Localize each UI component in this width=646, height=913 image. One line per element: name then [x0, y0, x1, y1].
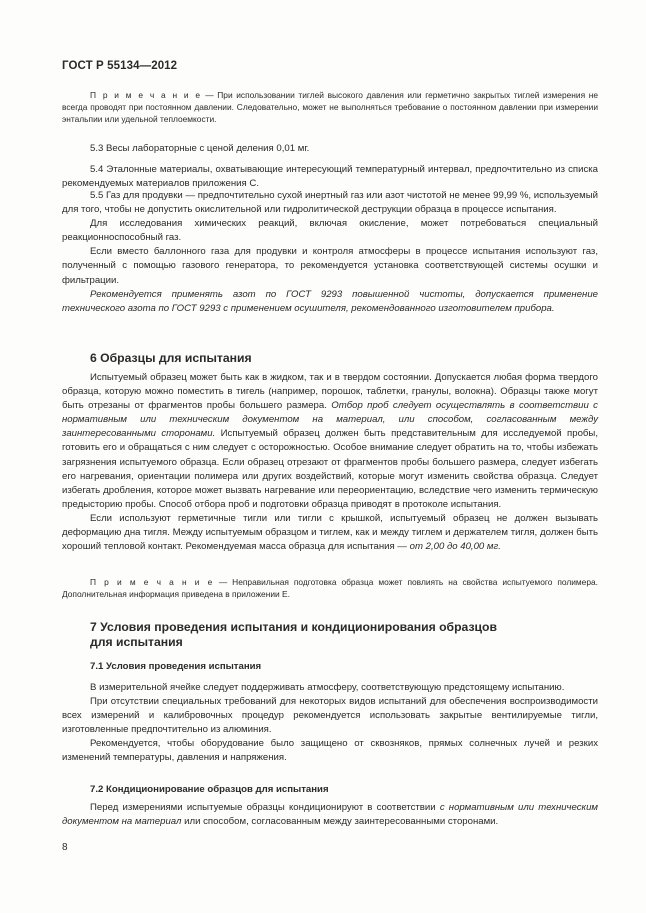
- s6p1-text-italic: Отбор проб следует осуществлять в соответствии с нормативным или техническим документом на материал, или способом, согласованным между заинтересованными сторонами.: [62, 400, 598, 440]
- s72-text-c: или способом, согласованным между заинтересованными сторонами.: [181, 816, 499, 828]
- subsection-7-2-body: [62, 801, 598, 829]
- subsection-7-1-heading: 7.1 Условия проведения испытания: [90, 661, 262, 672]
- note-text: — При использовании тиглей высокого давления или герметично закрытых тиглей измерения не всегда проводят при постоянном давлении. Следовательно, может не выполняться требование о постоянном давлении при измерении энтальпии или удельной теплоемкости.: [62, 90, 598, 124]
- note-label: П р и м е ч а н и е: [90, 90, 202, 100]
- s6p2-text-a: Если используют герметичные тигли или тигли с крышкой, испытуемый образец не должен вызывать деформацию дна тигля. Между испытуемым образцом и тиглем, как и между тиглем и держателем тигля, должен быть хороший тепловой контакт. Рекомендуемая масса образца для испытания —: [62, 512, 598, 553]
- section-7-heading: [90, 620, 497, 650]
- document-header: ГОСТ Р 55134—2012: [62, 60, 178, 72]
- section-7-heading-line-2: для испытания: [90, 635, 183, 649]
- paragraph-5-3: 5.3 Весы лабораторные с ценой деления 0,01 мг.: [90, 143, 310, 154]
- page-number: 8: [62, 842, 68, 853]
- note-block-1: [62, 90, 598, 125]
- subsection-7-1-body: [62, 681, 598, 766]
- section-7-heading-line-1: 7 Условия проведения испытания и кондиционирования образцов: [90, 620, 497, 634]
- paragraph-5-4: 5.4 Эталонные материалы, охватывающие интересующий температурный интервал, предпочтительно из списка рекомендуемых материалов приложения С.: [62, 164, 598, 190]
- paragraph-5-5-generator: Если вместо баллонного газа для продувки и контроля атмосферы в процессе испытания используют газ, полученный с помощью газового генератора, то рекомендуется установка соответствующей системы осушки и фильтрации.: [62, 246, 598, 286]
- subsection-7-2-heading: 7.2 Кондиционирование образцов для испытания: [90, 784, 329, 795]
- note-block-2: [62, 577, 598, 601]
- paragraph-5-5: 5.5 Газ для продувки — предпочтительно сухой инертный газ или азот чистотой не менее 99,99 %, используемый для того, чтобы не допустить окислительной или гидролитической деструкции образца в процессе испытания.: [62, 190, 598, 216]
- note-text: — Неправильная подготовка образца может повлиять на свойства испытуемого полимера. Дополнительная информация приведена в приложении Е.: [62, 577, 598, 599]
- section-6-heading: 6 Образцы для испытания: [90, 351, 252, 365]
- s6p2-text-italic: от 2,00 до 40,00 мг.: [409, 541, 501, 553]
- s6p1-text-c: Испытуемый образец должен быть представительным для исследуемой пробы, готовить его и обращаться с ним следует с осторожностью. Особое внимание следует обратить на то, чтобы избежать загрязнения испытуемого образца. Если образец отрезают от фрагментов пробы большего размера, следует избегать его нагревания, ориентации полимера или других воздействий, которые могут изменить свойства образца. Следует избегать дробления, которое может вызвать нагревание или переориентацию, вследствие чего изменить термическую предысторию пробы. Способ отбора проб и подготовки образца приводят в протоколе испытания.: [62, 428, 598, 510]
- section-5-5-block: [62, 189, 598, 316]
- section-6-paragraph-2: [62, 512, 598, 554]
- note-label: П р и м е ч а н и е: [90, 577, 214, 587]
- s72-text-a: Перед измерениями испытуемые образцы кондиционируют в соответствии: [90, 802, 440, 813]
- s6p1-text-a: Испытуемый образец может быть как в жидком, так и в твердом состоянии. Допускается любая форма твердого образца, которую можно поместить в тигель (например, порошок, таблетки, гранулы, волокна). Образцы также могут быть отрезаны от фрагментов пробы большего размера.: [62, 372, 598, 412]
- s71-paragraph-1: В измерительной ячейке следует поддерживать атмосферу, соответствующую предстоящему испытанию.: [90, 682, 565, 693]
- s72-text-italic: с нормативным или техническим документом на материал: [62, 802, 598, 828]
- s71-paragraph-2: При отсутствии специальных требований для некоторых видов испытаний для обеспечения воспроизводимости всех измерений и калибровочных процедур рекомендуется использовать закрытые вентилируемые тигли, изготовленные предпочтительно из алюминия.: [62, 696, 598, 736]
- section-6-paragraph-1: [62, 371, 598, 512]
- section-6-body: [62, 371, 598, 554]
- paragraph-5-5-reactions: Для исследования химических реакций, включая окисление, может потребоваться специальный реакционноспособный газ.: [62, 218, 598, 244]
- paragraph-5-5-recommendation: Рекомендуется применять азот по ГОСТ 9293 повышенной чистоты, допускается применение технического азота по ГОСТ 9293 с применением осушителя, рекомендованного изготовителем прибора.: [62, 288, 598, 314]
- s71-paragraph-3: Рекомендуется, чтобы оборудование было защищено от сквозняков, прямых солнечных лучей и резких изменений температуры, давления и напряжения.: [62, 738, 598, 764]
